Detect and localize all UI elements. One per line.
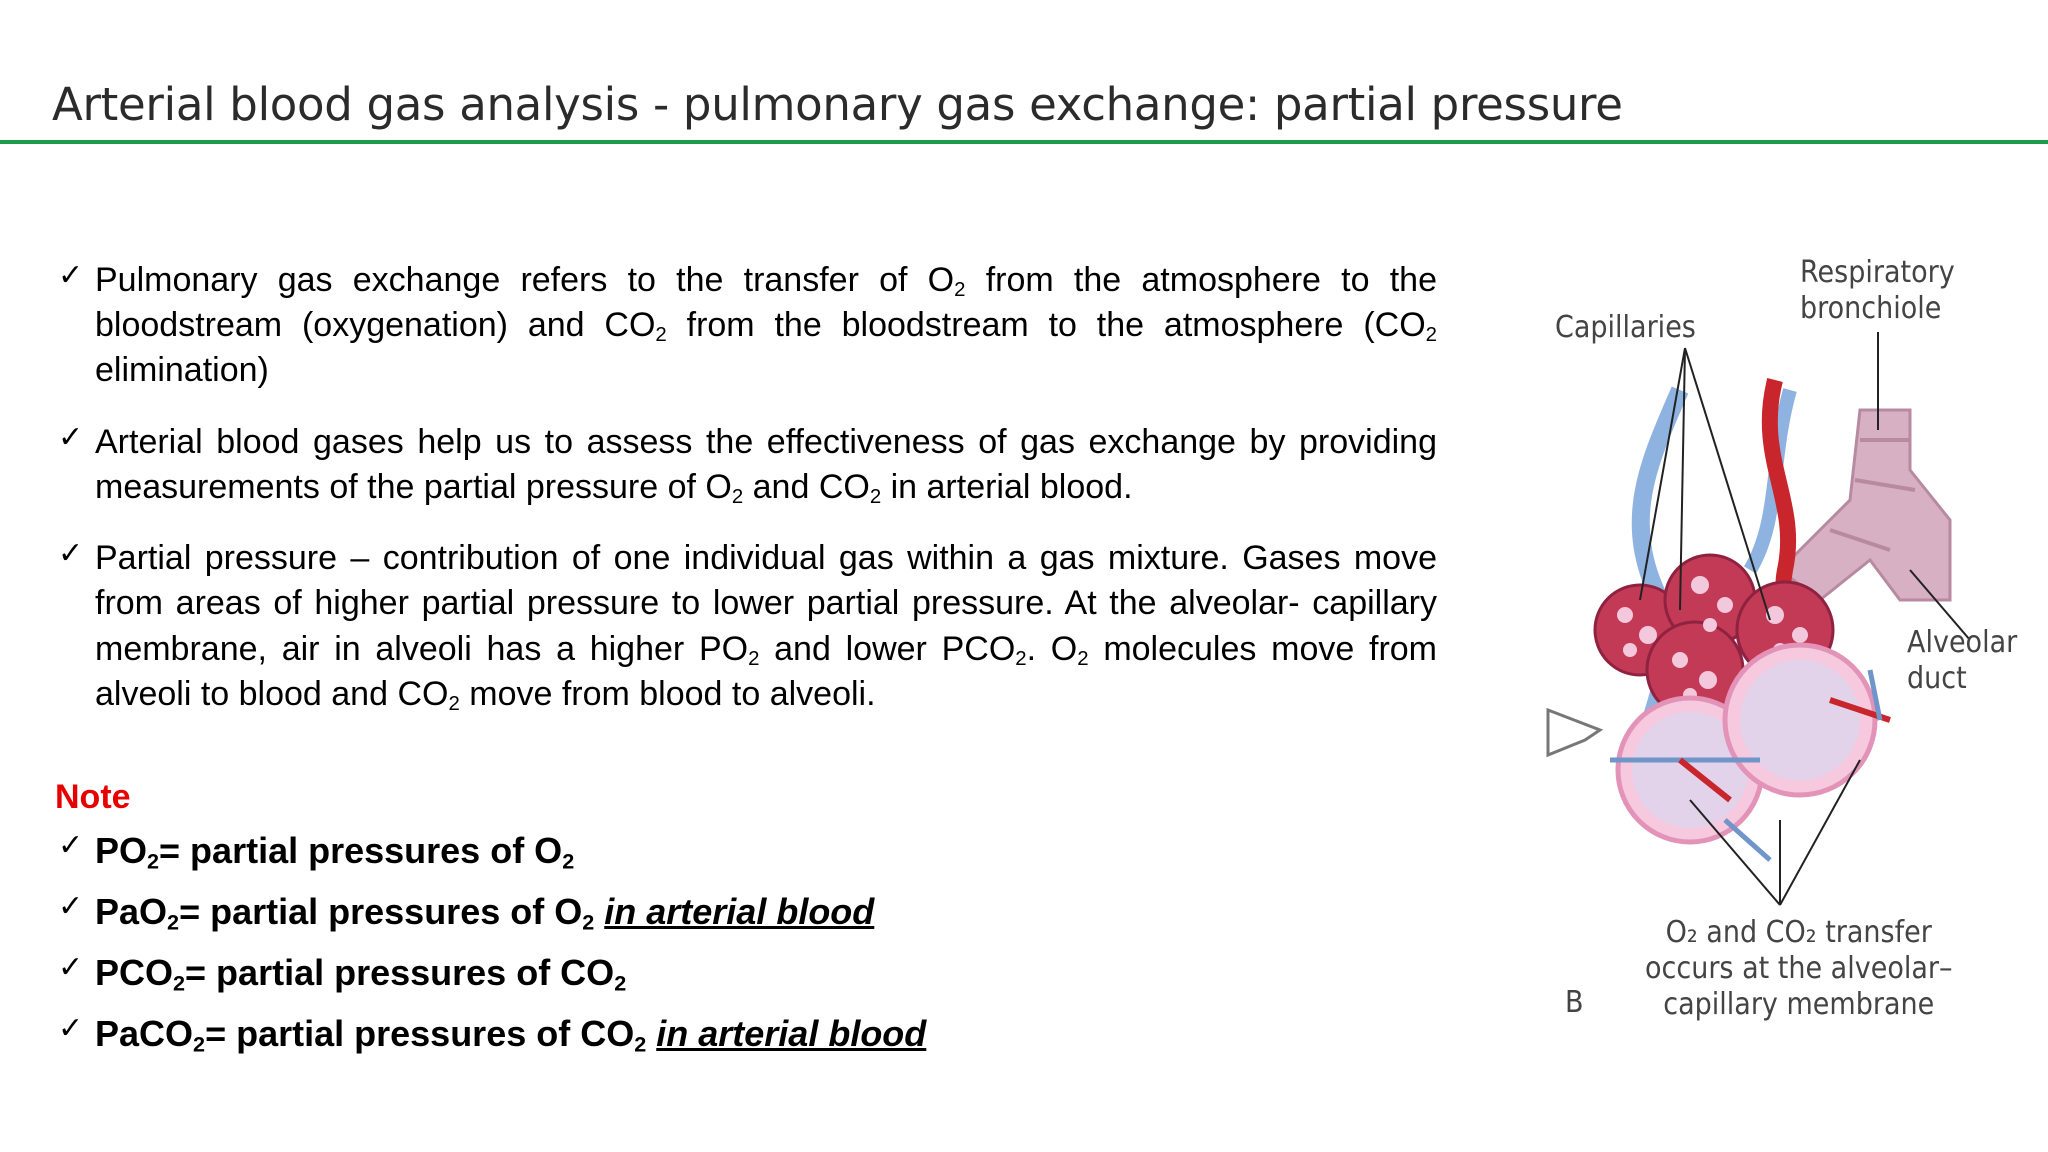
slide-title: Arterial blood gas analysis - pulmonary gas exchange: partial pressure [52, 78, 1623, 131]
note-item-pao2: ✓ PaO$_2$= partial pressures of $O_2$ in arterial blood [58, 890, 875, 935]
label-gas-transfer: O₂ and CO₂ transfer occurs at the alveolar– capillary membrane [1645, 915, 1953, 1022]
checkmark-icon: ✓ [58, 420, 84, 454]
note-item-paco2: ✓ PaCO$_2$= partial pressures of $CO_2$ in arterial blood [58, 1012, 927, 1057]
bullet-gas-exchange: ✓ Pulmonary gas exchange refers to the transfer of $O_2$ from the atmosphere to the bloodstream (oxygenation) and $CO_2$ from the bloodstream to the atmosphere ($CO_2$ elimination) [55, 258, 1437, 394]
checkmark-icon: ✓ [58, 951, 84, 984]
label-panel-b: B [1565, 985, 1584, 1020]
note-item-pco2: ✓ $PCO_2=$ partial pressures of $CO_2$ [58, 951, 627, 996]
checkmark-icon: ✓ [58, 259, 84, 292]
airflow-arrow-icon [1548, 710, 1600, 755]
title-underline [0, 140, 2048, 144]
label-alveolar-duct: Alveolar duct [1907, 625, 2018, 696]
label-capillaries: Capillaries [1555, 310, 1696, 345]
note-list [55, 830, 926, 1074]
checkmark-icon: ✓ [58, 829, 84, 862]
bullet-list [55, 258, 1437, 743]
bullet-partial-pressure: ✓ Partial pressure – contribution of one individual gas within a gas mixture. Gases move from areas of higher partial pressure to lower partial pressure. At the alveolar- capillary membrane, air in alveoli has a higher $PO_2$ and lower $PCO_2$. $O_2$ molecules move from alveoli to blood and $CO_2$ move from blood to alveoli. [55, 536, 1437, 717]
bullet-arterial-blood-gases: ✓ Arterial blood gases help us to assess the effectiveness of gas exchange by providing measurements of the partial pressure of $O_2$ and $CO_2$ in arterial blood. [55, 420, 1437, 510]
label-respiratory-bronchiole: Respiratory bronchiole [1800, 255, 1955, 326]
checkmark-icon: ✓ [58, 537, 84, 571]
checkmark-icon: ✓ [58, 1012, 84, 1045]
alveoli-illustration [1530, 240, 2018, 1040]
note-item-po2: ✓ $PO_2=$ partial pressures of $O_2$ [58, 829, 575, 874]
note-heading: Note [55, 778, 131, 816]
checkmark-icon: ✓ [58, 890, 84, 923]
